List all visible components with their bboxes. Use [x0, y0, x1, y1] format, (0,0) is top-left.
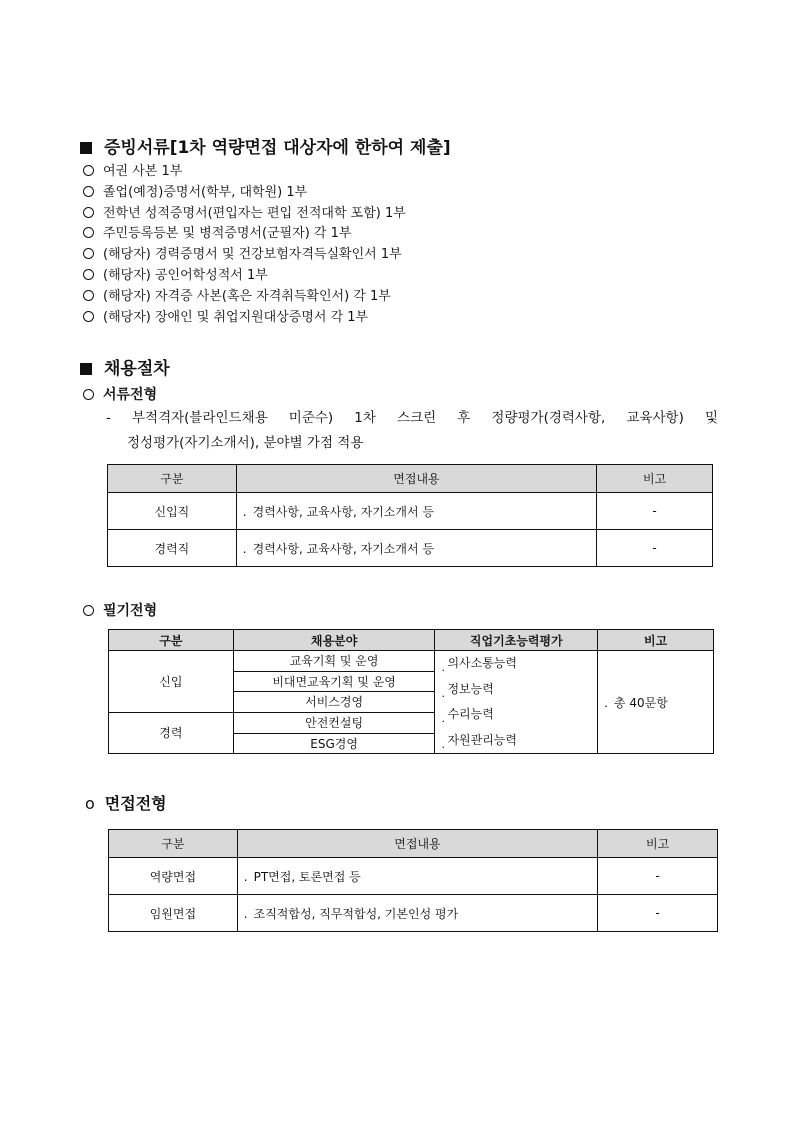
square-bullet-icon [80, 363, 92, 375]
screening-description-line1: - 부적격자(블라인드채용 미준수) 1차 스크린 후 정량평가(경력사항, 교육사항) 및 [106, 410, 718, 426]
table-row: 역량면접 . PT면접, 토론면접 등 - [109, 858, 718, 895]
table-header-row: 구분 면접내용 비고 [108, 465, 713, 493]
document-list [83, 162, 406, 328]
table-row: 경력 안전컨설팅 [109, 712, 714, 733]
screening-description-line2: 정성평가(자기소개서), 분야별 가점 적용 [127, 435, 364, 451]
circle-bullet-icon [83, 248, 94, 259]
circle-bullet-icon [83, 311, 94, 322]
written-exam-table [108, 629, 714, 754]
section-title: 채용절차 [104, 359, 170, 379]
list-item: (해당자) 자격증 사본(혹은 자격취득확인서) 각 1부 [83, 287, 406, 308]
circle-bullet-icon [83, 389, 94, 400]
section-heading-procedure [80, 354, 170, 379]
doc-screening-table [107, 464, 713, 567]
subsection-written-exam: 필기전형 [83, 600, 157, 620]
circle-bullet-icon [83, 207, 94, 218]
list-item: (해당자) 장애인 및 취업지원대상증명서 각 1부 [83, 308, 406, 329]
table-row: 서비스경영 [109, 692, 714, 713]
subsection-doc-screening: 서류전형 [83, 384, 157, 404]
square-bullet-icon [80, 142, 92, 154]
table-row: 신입직 . 경력사항, 교육사항, 자기소개서 등 - [108, 493, 713, 530]
circle-bullet-icon [83, 290, 94, 301]
table-header-row: 구분 채용분야 직업기초능력평가 비고 [109, 630, 714, 651]
list-item: (해당자) 경력증명서 및 건강보험자격득실확인서 1부 [83, 245, 406, 266]
circle-marker: o [85, 794, 95, 813]
circle-bullet-icon [83, 227, 94, 238]
table-row: 비대면교육기획 및 운영 [109, 671, 714, 692]
abilities-cell: . 의사소통능력 . 정보능력 . 수리능력 . 자원관리능력 [435, 651, 598, 754]
interview-table [108, 829, 718, 932]
circle-bullet-icon [83, 605, 94, 616]
section-heading-documents [80, 133, 451, 158]
table-row: 임원면접 . 조직적합성, 직무적합성, 기본인성 평가 - [109, 895, 718, 932]
list-item: 전학년 성적증명서(편입자는 편입 전적대학 포함) 1부 [83, 204, 406, 225]
circle-bullet-icon [83, 269, 94, 280]
list-item: (해당자) 공인어학성적서 1부 [83, 266, 406, 287]
table-row: ESG경영 [109, 733, 714, 754]
list-item: 졸업(예정)증명서(학부, 대학원) 1부 [83, 183, 406, 204]
table-row: 신입 교육기획 및 운영 . 의사소통능력 . 정보능력 . 수리능력 . 자원관리능력 . 총 40문항 [109, 651, 714, 672]
circle-bullet-icon [83, 186, 94, 197]
table-header-row: 구분 면접내용 비고 [109, 830, 718, 858]
list-item: 여권 사본 1부 [83, 162, 406, 183]
circle-bullet-icon [83, 165, 94, 176]
table-row: 경력직 . 경력사항, 교육사항, 자기소개서 등 - [108, 530, 713, 567]
list-item: 주민등록등본 및 병적증명서(군필자) 각 1부 [83, 224, 406, 245]
section-title: 증빙서류[1차 역량면접 대상자에 한하여 제출] [104, 138, 451, 158]
subsection-interview: o 면접전형 [85, 794, 167, 813]
